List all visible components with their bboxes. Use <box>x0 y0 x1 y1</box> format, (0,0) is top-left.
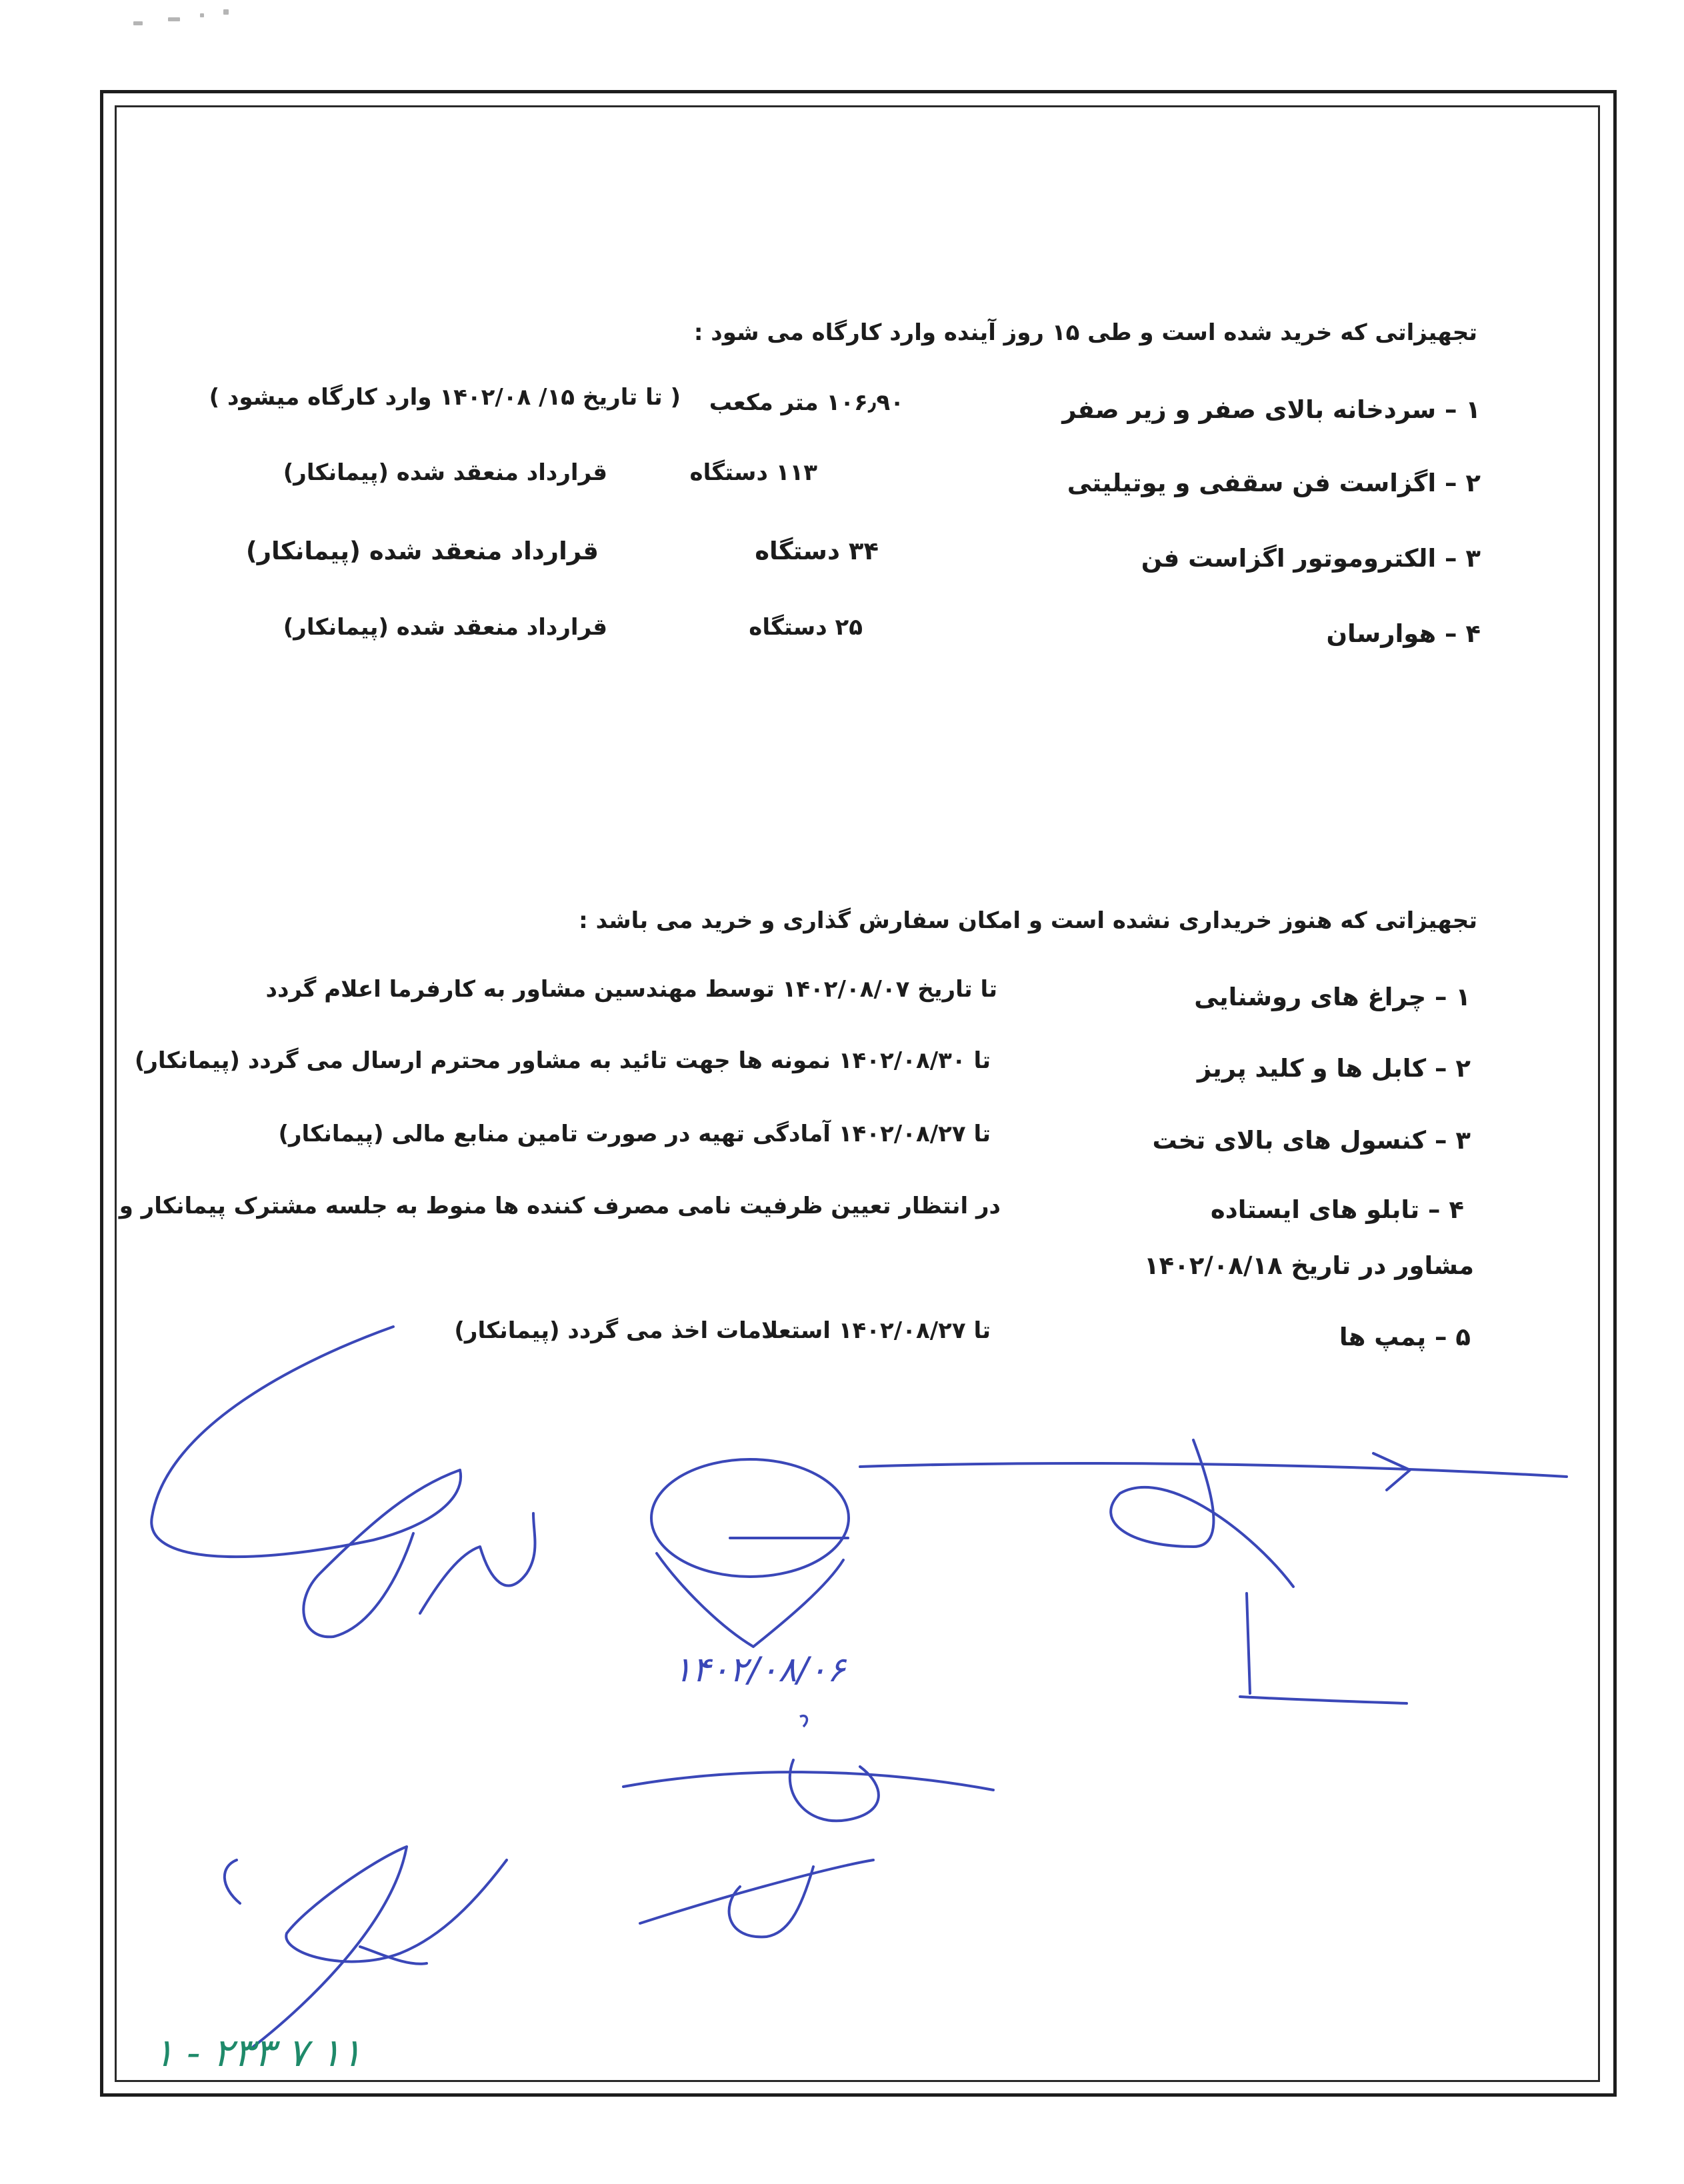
purchased-item-1-label: ۱ – سردخانه بالای صفر و زیر صفر <box>1062 395 1481 424</box>
signature-left-top-b <box>420 1513 535 1613</box>
signature-bottom-left <box>253 1847 507 2047</box>
signature-right-arrow <box>1373 1453 1410 1490</box>
signature-right-line <box>860 1463 1567 1477</box>
section-pending-heading: تجهیزاتی که هنوز خریداری نشده است و امکان سفارش گذاری و خرید می باشد : <box>579 907 1477 934</box>
section-purchased-heading: تجهیزاتی که خرید شده است و طی ۱۵ روز آینده وارد کارگاه می شود : <box>693 319 1477 346</box>
signature-right-bar <box>1240 1697 1407 1703</box>
pending-item-5-status: تا ۱۴۰۲/۰۸/۲۷ استعلامات اخذ می گردد (پیمانکار) <box>454 1317 991 1344</box>
pending-item-1-status: تا تاریخ ۱۴۰۲/۰۸/۰۷ توسط مهندسین مشاور به کارفرما اعلام گردد <box>265 976 997 1003</box>
pending-item-1-label: ۱ – چراغ های روشنایی <box>1194 983 1471 1011</box>
pending-item-5-label: ۵ – پمپ ها <box>1339 1323 1471 1351</box>
purchased-item-2-status: قرارداد منعقد شده (پیمانکار) <box>283 459 607 486</box>
signature-left-top <box>151 1327 461 1637</box>
signature-middle-cone <box>657 1553 843 1647</box>
pending-item-2-label: ۲ – کابل ها و کلید پریز <box>1197 1054 1471 1083</box>
pending-item-3-status: تا ۱۴۰۲/۰۸/۲۷ آمادگی تهیه در صورت تامین منابع مالی (پیمانکار) <box>278 1121 991 1147</box>
handwritten-date: ۱۴۰۲/۰۸/۰۶ <box>673 1650 846 1690</box>
signature-bottom-mid-b <box>640 1860 873 1937</box>
pending-item-4-continuation: مشاور در تاریخ ۱۴۰۲/۰۸/۱۸ <box>1143 1251 1474 1280</box>
purchased-item-4-label: ۴ – هوارسان <box>1326 619 1481 648</box>
pending-item-4-label: ۴ – تابلو های ایستاده <box>1210 1195 1464 1224</box>
signature-bottom-mid <box>623 1760 993 1821</box>
pending-item-4-status: در انتظار تعیین ظرفیت نامی مصرف کننده ها منوط به جلسه مشترک پیمانکار و <box>119 1193 1001 1219</box>
purchased-item-3-status: قرارداد منعقد شده (پیمانکار) <box>245 537 599 565</box>
purchased-item-3-label: ۳ – الکتروموتور اگزاست فن <box>1141 544 1481 573</box>
signature-middle-oval <box>651 1459 849 1577</box>
signature-right-stem <box>1247 1593 1250 1693</box>
signature-right-loop <box>1111 1440 1293 1587</box>
handwritten-bottom-number: ۱۱ ۷ ۲۳۳ - ۱ <box>153 2030 362 2075</box>
signature-bottom-left-b <box>225 1860 427 1964</box>
pending-item-3-label: ۳ – کنسول های بالای تخت <box>1152 1126 1471 1155</box>
purchased-item-1-status: ( تا تاریخ ۱۵/ ۱۴۰۲/۰۸ وارد کارگاه میشود ) <box>209 384 681 411</box>
purchased-item-4-quantity: ۲۵ دستگاه <box>749 614 863 641</box>
purchased-item-1-quantity: ۱۰۶٫۹۰ متر مکعب <box>709 389 904 416</box>
purchased-item-2-label: ۲ – اگزاست فن سقفی و یوتیلیتی <box>1067 469 1481 497</box>
pending-item-2-status: تا ۱۴۰۲/۰۸/۳۰ نمونه ها جهت تائید به مشاور محترم ارسال می گردد (پیمانکار) <box>134 1047 991 1074</box>
purchased-item-3-quantity: ۳۴ دستگاه <box>755 537 879 565</box>
purchased-item-2-quantity: ۱۱۳ دستگاه <box>689 459 817 486</box>
purchased-item-4-status: قرارداد منعقد شده (پیمانکار) <box>283 614 607 641</box>
